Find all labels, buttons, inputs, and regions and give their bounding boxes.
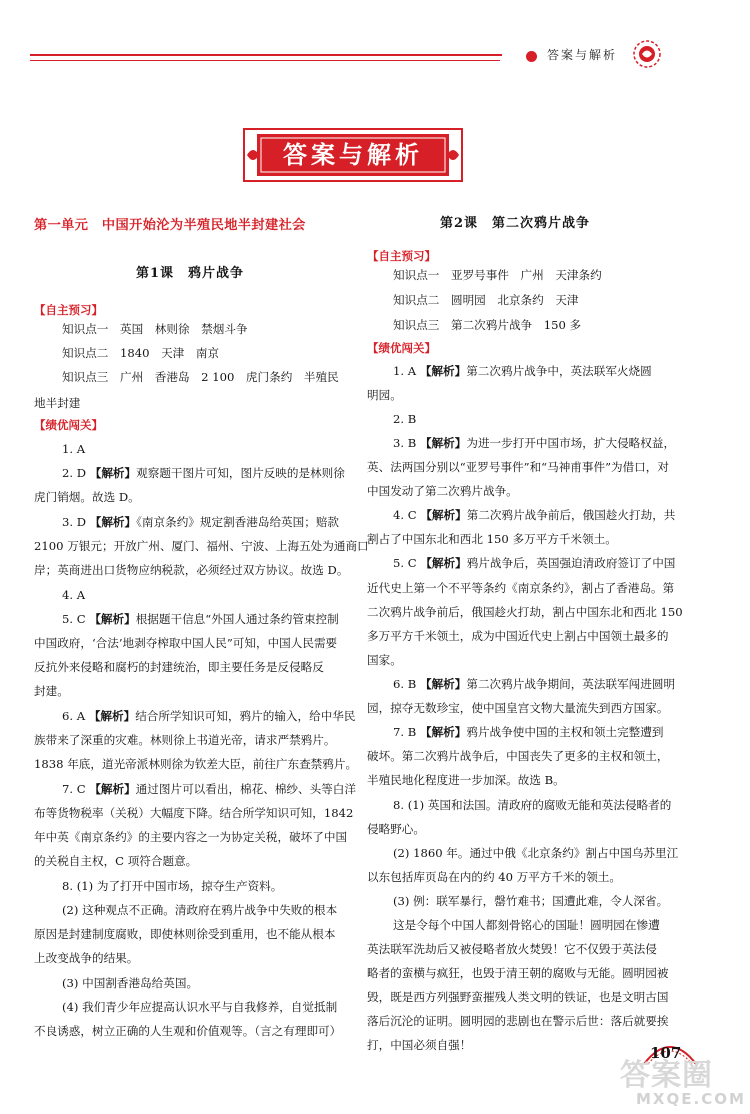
analysis-marker: 【解析】 bbox=[420, 556, 467, 570]
text-line: 中国政府，‘合法’地剥夺榨取中国人民”可知，中国人民需要 bbox=[34, 636, 338, 650]
text-line: 侵略野心。 bbox=[367, 822, 425, 836]
header-rule-thin bbox=[30, 60, 500, 61]
header-rule bbox=[30, 54, 502, 56]
text-line: 8. (1) 英国和法国。清政府的腐败无能和英法侵略者的 bbox=[393, 798, 672, 812]
text-line: 多万平方千米领土，成为中国近代史上割占中国领土最多的 bbox=[367, 629, 669, 643]
unit-title: 第一单元 中国开始沦为半殖民地半封建社会 bbox=[34, 218, 306, 233]
text-line: 4. A bbox=[62, 588, 86, 602]
text-line: 破坏。第二次鸦片战争后，中国丧失了更多的主权和领土， bbox=[367, 749, 669, 763]
text-line: (2) 1860 年。通过中俄《北京条约》割占中国乌苏里江 bbox=[393, 846, 679, 860]
analysis-marker: 【解析】 bbox=[88, 709, 136, 723]
text-line: 7. B 【解析】鸦片战争使中国的主权和领土完整遭到 bbox=[393, 725, 664, 739]
excel-tag-left: 【绩优闯关】 bbox=[34, 418, 103, 432]
text-line: (4) 我们青少年应提高认识水平与自我修养，自觉抵制 bbox=[62, 1000, 338, 1014]
text-line: 地半封建 bbox=[34, 396, 81, 410]
analysis-marker: 【解析】 bbox=[89, 466, 137, 480]
excel-tag-right: 【绩优闯关】 bbox=[367, 341, 436, 355]
analysis-marker: 【解析】 bbox=[419, 436, 467, 450]
lesson1-title: 第1课 鸦片战争 bbox=[136, 266, 245, 281]
text-line: 2100 万银元；开放广州、厦门、福州、宁波、上海五处为通商口 bbox=[34, 539, 369, 553]
text-line: 明园。 bbox=[367, 388, 402, 402]
text-line: 岸；英商进出口货物应纳税款，必须经过双方协议。故选 D。 bbox=[34, 563, 349, 577]
lesson2-title: 第2课 第二次鸦片战争 bbox=[440, 216, 591, 231]
header-dot bbox=[526, 51, 537, 62]
text-line: 国家。 bbox=[367, 653, 402, 667]
text-line: 3. B 【解析】为进一步打开中国市场，扩大侵略权益， bbox=[393, 436, 676, 450]
text-line: 二次鸦片战争前后，俄国趁火打劫，割占中国东北和西北 150 bbox=[367, 605, 683, 619]
text-line: 落后沉沦的证明。圆明园的悲剧也在警示后世：落后就要挨 bbox=[367, 1014, 669, 1028]
analysis-marker: 【解析】 bbox=[89, 782, 136, 796]
text-line: 英、法两国分别以“亚罗号事件”和“马神甫事件”为借口，对 bbox=[367, 460, 669, 474]
decorative-flower-icon bbox=[628, 38, 666, 70]
text-line: 6. B 【解析】第二次鸦片战争期间，英法联军闯进圆明 bbox=[393, 677, 676, 691]
text-line: 原因是封建制度腐败，即使林则徐受到重用，也不能从根本 bbox=[34, 927, 336, 941]
text-line: 封建。 bbox=[34, 684, 69, 698]
analysis-marker: 【解析】 bbox=[89, 612, 136, 626]
preview-tag-right: 【自主预习】 bbox=[367, 249, 436, 263]
text-line: 反抗外来侵略和腐朽的封建统治，即主要任务是反侵略反 bbox=[34, 660, 324, 674]
text-line: 以东包括库页岛在内的约 40 万平方千米的领土。 bbox=[367, 870, 621, 884]
text-line: 年中英《南京条约》的主要内容之一为协定关税，破坏了中国 bbox=[34, 830, 348, 844]
text-line: 5. C 【解析】根据题干信息“外国人通过条约管束控制 bbox=[62, 612, 339, 626]
text-line: 1. A 【解析】第二次鸦片战争中，英法联军火烧圆 bbox=[393, 364, 652, 378]
watermark-logo: 答案圈 bbox=[620, 1058, 713, 1093]
text-line: 英法联军洗劫后又被侵略者放火焚毁！它不仅毁于英法侵 bbox=[367, 942, 657, 956]
analysis-marker: 【解析】 bbox=[89, 515, 137, 529]
text-line: 2. D 【解析】观察题干图片可知，图片反映的是林则徐 bbox=[62, 466, 345, 480]
preview-tag-left: 【自主预习】 bbox=[34, 303, 103, 317]
text-line: 知识点一 亚罗号事件 广州 天津条约 bbox=[393, 268, 602, 282]
text-line: 7. C 【解析】通过图片可以看出，棉花、棉纱、头等白洋 bbox=[62, 782, 356, 796]
text-line: 园，掠夺无数珍宝，使中国皇宫文物大量流失到西方国家。 bbox=[367, 701, 669, 715]
text-line: 族带来了深重的灾难。林则徐上书道光帝，请求严禁鸦片。 bbox=[34, 733, 336, 747]
text-line: 知识点三 广州 香港岛 2 100 虎门条约 半殖民 bbox=[62, 370, 339, 384]
analysis-marker: 【解析】 bbox=[419, 364, 467, 378]
text-line: 1838 年底，道光帝派林则徐为钦差大臣，前往广东查禁鸦片。 bbox=[34, 757, 358, 771]
text-line: 打，中国必须自强！ bbox=[367, 1038, 472, 1052]
text-line: 4. C 【解析】第二次鸦片战争前后，俄国趁火打劫，共 bbox=[393, 508, 676, 522]
text-line: (3) 中国割香港岛给英国。 bbox=[62, 976, 199, 990]
header-section-title: 答案与解析 bbox=[547, 48, 618, 62]
text-line: 虎门销烟。故选 D。 bbox=[34, 490, 140, 504]
text-line: 这是令每个中国人都刻骨铭心的国耻！圆明园在惨遭 bbox=[393, 918, 660, 932]
analysis-marker: 【解析】 bbox=[419, 725, 467, 739]
text-line: 知识点一 英国 林则徐 禁烟斗争 bbox=[62, 322, 248, 336]
text-line: 布等货物税率（关税）大幅度下降。结合所学知识可知，1842 bbox=[34, 806, 354, 820]
text-line: 上改变战争的结果。 bbox=[34, 951, 139, 965]
text-line: 6. A 【解析】结合所学知识可知，鸦片的输入，给中华民 bbox=[62, 709, 356, 723]
text-line: 略者的蛮横与疯狂，也毁于清王朝的腐败与无能。圆明园被 bbox=[367, 966, 669, 980]
text-line: 2. B bbox=[393, 412, 417, 426]
text-line: 半殖民地化程度进一步加深。故选 B。 bbox=[367, 773, 565, 787]
text-line: (2) 这种观点不正确。清政府在鸦片战争中失败的根本 bbox=[62, 903, 338, 917]
text-line: 1. A bbox=[62, 442, 86, 456]
text-line: 的关税自主权，C 项符合题意。 bbox=[34, 854, 198, 868]
text-line: 5. C 【解析】鸦片战争后，英国强迫清政府签订了中国 bbox=[393, 556, 676, 570]
text-line: 割占了中国东北和西北 150 多万平方千米领土。 bbox=[367, 532, 617, 546]
text-line: 8. (1) 为了打开中国市场，掠夺生产资料。 bbox=[62, 879, 283, 893]
text-line: 知识点二 1840 天津 南京 bbox=[62, 346, 220, 360]
text-line: 知识点二 圆明园 北京条约 天津 bbox=[393, 293, 579, 307]
page-title: 答案与解析 bbox=[283, 141, 423, 169]
text-line: (3) 例：联军暴行，罄竹难书；国遭此难，令人深省。 bbox=[393, 894, 669, 908]
text-line: 近代史上第一个不平等条约《南京条约》，割占了香港岛。第 bbox=[367, 581, 675, 595]
text-line: 3. D 【解析】《南京条约》规定割香港岛给英国；赔款 bbox=[62, 515, 340, 529]
text-line: 中国发动了第二次鸦片战争。 bbox=[367, 484, 518, 498]
analysis-marker: 【解析】 bbox=[419, 677, 467, 691]
text-line: 毁，既是西方列强野蛮摧残人类文明的铁证，也是文明古国 bbox=[367, 990, 669, 1004]
analysis-marker: 【解析】 bbox=[420, 508, 467, 522]
watermark-url: MXQE.COM bbox=[636, 1090, 746, 1108]
text-line: 知识点三 第二次鸦片战争 150 多 bbox=[393, 318, 582, 332]
page-number: 107 bbox=[650, 1044, 682, 1062]
text-line: 不良诱惑，树立正确的人生观和价值观等。（言之有理即可） bbox=[34, 1024, 342, 1038]
